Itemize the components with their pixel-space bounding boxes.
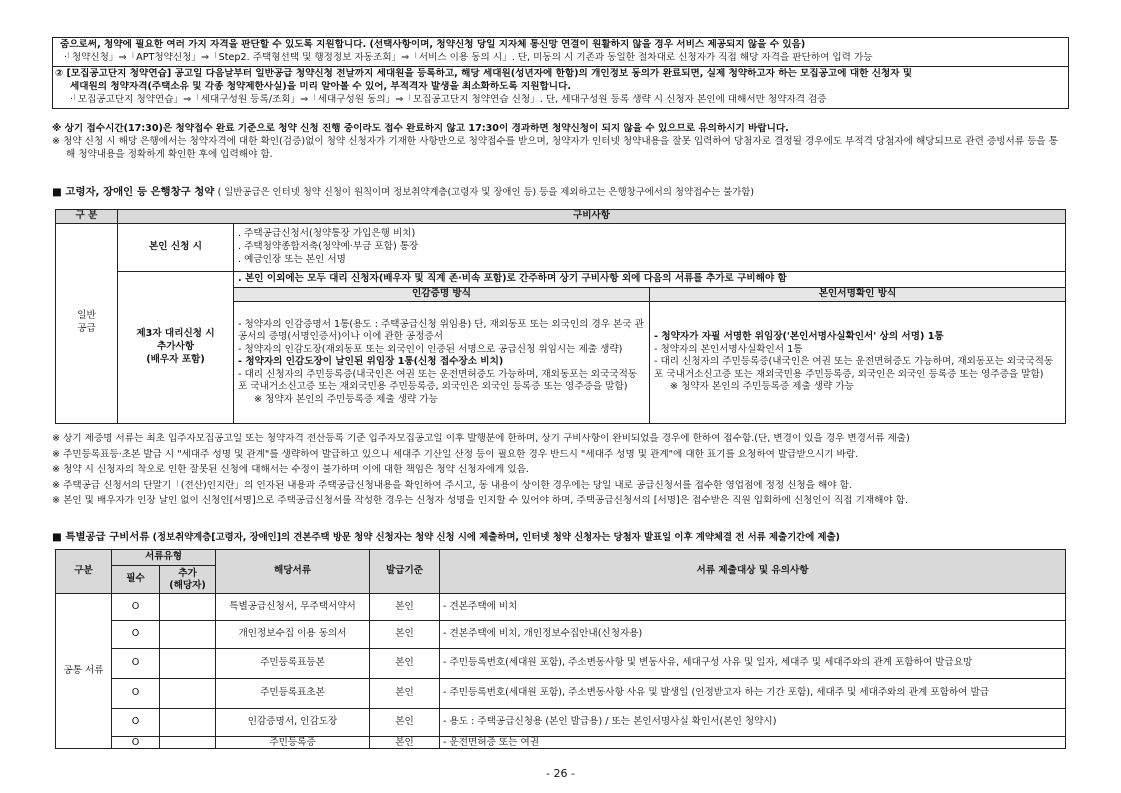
header-required: 필수 (112, 566, 160, 594)
additional-mark (160, 679, 216, 709)
group-label: 일반 공급 (56, 223, 118, 423)
document-note: - 주민등록번호(세대원 포함), 주소변동사항 및 변동사유, 세대구성 사유 및 일자, 세대주 및 세대주와의 관계 포함하여 발급요망 (440, 649, 1066, 679)
document-note: - 견본주택에 비치 (440, 594, 1066, 621)
table-row (56, 621, 1066, 649)
special-supply-docs-table (55, 549, 1066, 749)
proxy-intro: . 본인 이외에는 모두 대리 신청자(배우자 및 직계 존·비속 포함)로 간주하며 상기 구비사항 외에 다음의 서류를 추가로 구비해야 함 (234, 271, 1066, 287)
required-mark: O (112, 709, 160, 737)
document-note: - 운전면허증 또는 여권 (440, 737, 1066, 749)
section-subtitle: ( 일반공급은 인터넷 청약 신청이 원칙이며 정보취약계층(고령자 및 장애인 등) 등을 제외하고는 은행창구에서의 청약접수는 불가함) (217, 187, 754, 198)
issue-basis: 본인 (370, 649, 440, 679)
document-name: 인감증명서, 인감도장 (216, 709, 370, 737)
seal-item: - 대리 신청자의 주민등록증(내국인은 여권 또는 운전면허증도 가능하며, 재외동포는 외국국적동포 국내거소신고증 또는 재외국민용 주민등록증, 외국인은 외국인 등록증 또는 영주증을 말함) (238, 368, 638, 393)
header-additional: 추가 (해당자) (160, 566, 216, 594)
note-item: ※ 주택공급 신청서의 단말기「(전산)인지란」의 인자된 내용과 주택공급신청내용을 확인하여 주시고, 동 내용이 상이한 경우에는 당일 내로 공급신청서를 접수한 영업점에 정정 신청을 해야 함. (52, 479, 852, 491)
notice-row-2 (53, 66, 1068, 108)
document-name: 개인정보수집 이용 동의서 (216, 621, 370, 649)
document-name: 주민등록표등본 (216, 649, 370, 679)
bank-requirements-table (55, 209, 1066, 424)
seal-item: - 청약자의 인감도장이 날인된 위임장 1통(신청 접수장소 비치) (238, 356, 504, 368)
section-heading: ■ 고령자, 장애인 등 은행창구 청약 (52, 186, 215, 198)
seal-item: - 청약자의 인감도장(재외동포 또는 외국인이 인증된 서명으로 공급신청 위임시는 제출 생략) (238, 343, 623, 355)
self-apply-items (234, 223, 1066, 271)
sign-item: ※ 청약자 본인의 주민등록증 제출 생략 가능 (670, 381, 854, 393)
header-document: 해당서류 (216, 550, 370, 594)
document-note: - 용도 : 주택공급신청용 (본인 발급용) / 또는 본인서명사실 확인서(본인 청약시) (440, 709, 1066, 737)
notes-section-1 (52, 123, 1069, 162)
header-basis: 발급기준 (370, 550, 440, 594)
additional-mark (160, 709, 216, 737)
sign-item: - 대리 신청자의 주민등록증(내국인은 여권 또는 운전면허증도 가능하며, 재외동포는 외국국적동포 국내거소신고증 또는 재외국민용 주민등록증, 외국인은 외국인 등록증 또는 영주증을 말함) (654, 356, 1054, 380)
notes-section-2 (52, 433, 1069, 511)
header-gubun: 구분 (56, 550, 112, 594)
top-notice-box (52, 37, 1069, 109)
notice-text: 줌으로써, 청약에 필요한 여러 가지 자격을 판단할 수 있도록 지원합니다. (선택사항이며, 청약신청 당일 지자체 통신망 연결이 원활하지 않을 경우 서비스 제공되지 않을 수 있음) (60, 39, 806, 50)
additional-mark (160, 621, 216, 649)
seal-item: - 청약자의 인감증명서 1통(용도 : 주택공급신청 위임용) 단, 재외동포 또는 외국인의 경우 본국 관공서의 증명(서명인증서)이나 이에 관한 공정증서 (238, 318, 644, 343)
document-note: - 견본주택에 비치, 개인정보수집안내(신청자용) (440, 621, 1066, 649)
section-heading: ■ 특별공급 구비서류 (52, 531, 150, 543)
notice-text: ② [모집공고단지 청약연습] 공고일 다음날부터 일반공급 청약신청 전날까지 세대원을 등록하고, 해당 세대원(성년자에 한함)의 개인정보 동의가 완료되면, 실제 청약하고자 하는 모집공고에 대한 신청자 및 (55, 67, 913, 79)
notice-row-1 (53, 38, 1068, 66)
sign-item: - 청약자의 본인서명사실확인서 1통 (654, 343, 803, 355)
issue-basis: 본인 (370, 679, 440, 709)
col-sign-method: 본인서명확인 방식 (650, 287, 1066, 301)
table-row (56, 737, 1066, 749)
document-name: 주민등록표초본 (216, 679, 370, 709)
header-gubun: 구 분 (56, 210, 118, 224)
required-mark: O (112, 621, 160, 649)
required-mark: O (112, 649, 160, 679)
document-note: - 주민등록번호(세대원 포함), 주소변동사항 사유 및 발생일 (인정받고자 하는 기간 포함), 세대주 및 세대주와의 관계 포함하여 발급 (440, 679, 1066, 709)
page-number: - 26 - (546, 767, 575, 780)
document-name: 주민등록증 (216, 737, 370, 749)
header-notes: 서류 제출대상 및 유의사항 (440, 550, 1066, 594)
proxy-apply-label: 제3자 대리신청 시 추가사항 (배우자 포함) (118, 271, 234, 423)
notice-text: 세대원의 청약자격(주택소유 및 각종 청약제한사실)을 미리 알아볼 수 있어, 부적격자 발생을 최소화하도록 지원합니다. (70, 80, 571, 92)
seal-item: ※ 청약자 본인의 주민등록증 제출 생략 가능 (254, 393, 438, 405)
seal-method-items (234, 301, 650, 423)
col-seal-method: 인감증명 방식 (234, 287, 650, 301)
table-row (56, 679, 1066, 709)
additional-mark (160, 594, 216, 621)
additional-mark (160, 649, 216, 679)
header-docs: 구비사항 (118, 210, 1066, 224)
note-item: ※ 청약 시 신청자의 착오로 인한 잘못된 신청에 대해서는 수정이 불가하며 이에 대한 책임은 청약 신청자에게 있음. (52, 464, 529, 475)
issue-basis: 본인 (370, 621, 440, 649)
sign-method-items (650, 301, 1066, 423)
sign-item: - 청약자가 자필 서명한 위임장('본인서명사실확인서' 상의 서명) 1통 (654, 331, 944, 343)
note-item: ※ 주민등록표등·초본 발급 시 "세대주 성명 및 관계"를 생략하여 발급하고 있으니 세대주 기산일 산정 등이 필요한 경우 반드시 "세대주 성명 및 관계"에 대한 표기를 요청하여 발급받으시기 바람. (52, 448, 859, 460)
note-item: ※ 청약 신청 시 해당 은행에서는 청약자격에 대한 확인(검증)없이 청약 신청자가 기재한 사항만으로 청약접수를 받으며, 청약자가 인터넷 청약내용을 잘못 입력하여 당첨자로 결정될 경우에도 부적격 당첨자에 해당되므로 관련 증빙서류 등을 통해 청약내용을 정확하게 확인한 후에 입력해야 함. (52, 135, 1058, 160)
self-item: . 주택청약종합저축(청약예·부금 포함) 통장 (238, 240, 419, 252)
required-mark: O (112, 737, 160, 749)
group-common-docs: 공통 서류 (56, 594, 112, 749)
self-item: . 주택공급신청서(청약통장 가입은행 비치) (238, 228, 416, 240)
required-mark: O (112, 679, 160, 709)
table-row (56, 594, 1066, 621)
notice-path: ·「청약신청」⇒「APT청약신청」⇒「Step2. 주택형선택 및 행정정보 자동조회」⇒「서비스 이용 동의 시」. 단, 미동의 시 기존과 동일한 절차대로 신청자가 직접 해당 자격을 판단하여 입력 가능 (64, 51, 873, 63)
section-title-special (52, 530, 840, 545)
issue-basis: 본인 (370, 594, 440, 621)
self-item: . 예금인장 또는 본인 서명 (238, 253, 346, 265)
additional-mark (160, 737, 216, 749)
required-mark: O (112, 594, 160, 621)
self-apply-label: 본인 신청 시 (118, 223, 234, 271)
header-doc-type: 서류유형 (112, 550, 216, 566)
issue-basis: 본인 (370, 709, 440, 737)
document-name: 특별공급신청서, 무주택서약서 (216, 594, 370, 621)
section-title-bank (52, 185, 754, 200)
note-item: ※ 상기 제증명 서류는 최초 입주자모집공고일 또는 청약자격 전산등록 기준 입주자모집공고일 이후 발행분에 한하며, 상기 구비사항이 완비되었을 경우에 한하여 접수함.(단, 변경이 있을 경우 변경서류 제출) (52, 433, 910, 444)
section-subtitle: (정보취약계층[고령자, 장애인]의 견본주택 방문 청약 신청자는 청약 신청 시에 제출하며, 인터넷 청약 신청자는 당첨자 발표일 이후 계약체결 전 서류 제출기간에 제출) (152, 532, 840, 543)
notice-path: ·「모집공고단지 청약연습」⇒「세대구성원 등록/조회」⇒「세대구성원 동의」⇒「모집공고단지 청약연습 신청」. 단, 세대구성원 등록 생략 시 신청자 본인에 대해서만 청약자격 검증 (70, 93, 827, 105)
table-row (56, 709, 1066, 737)
note-item: ※ 본인 및 배우자가 인장 날인 없이 신청인[서명]으로 주택공급신청서를 작성한 경우는 신청자 성명을 인지할 수 있어야 하며, 주택공급신청서의 [서명]은 접수받은 직원 입회하에 신청인이 직접 기재해야 함. (52, 495, 909, 506)
table-row (56, 649, 1066, 679)
note-item: ※ 상기 접수시간(17:30)은 청약접수 완료 기준으로 청약 신청 진행 중이라도 접수 완료하지 않고 17:30이 경과하면 청약신청이 되지 않을 수 있으므로 유의하시기 바랍니다. (52, 123, 789, 134)
issue-basis: 본인 (370, 737, 440, 749)
